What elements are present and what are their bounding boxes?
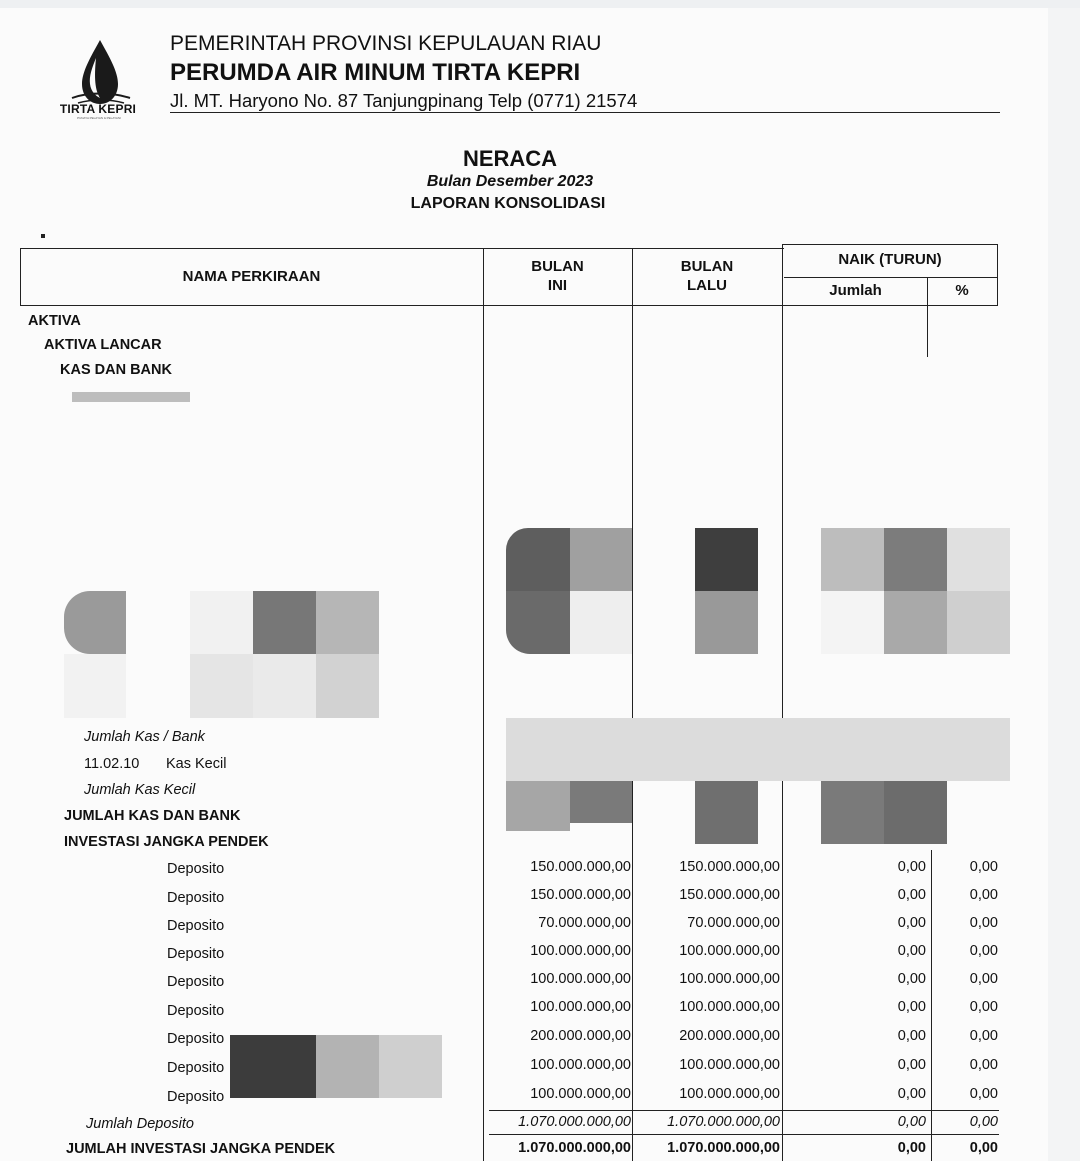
- company-name: PERUMDA AIR MINUM TIRTA KEPRI: [170, 59, 581, 86]
- label-jumlah-deposito: Jumlah Deposito: [86, 1116, 194, 1132]
- redacted-block: [253, 591, 316, 654]
- redacted-block: [316, 591, 379, 654]
- company-address: Jl. MT. Haryono No. 87 Tanjungpinang Telp (0771) 21574: [170, 90, 638, 111]
- deposito-persen: 0,00: [969, 999, 998, 1015]
- government-name: PEMERINTAH PROVINSI KEPULAUAN RIAU: [170, 32, 602, 55]
- deposito-name: Deposito: [167, 890, 225, 906]
- redacted-block: [506, 781, 570, 831]
- report-period: Bulan Desember 2023: [426, 173, 594, 190]
- redacted-block: [64, 654, 126, 718]
- redacted-block: [316, 1035, 379, 1098]
- deposito-bulan-ini: 150.000.000,00: [530, 859, 631, 875]
- deposito-name: Deposito: [167, 974, 225, 990]
- redacted-block: [695, 591, 758, 654]
- deposito-bulan-ini: 200.000.000,00: [530, 1028, 631, 1044]
- redacted-block: [64, 591, 126, 654]
- deposito-jumlah: 0,00: [897, 1057, 926, 1073]
- deposito-persen: 0,00: [969, 1057, 998, 1073]
- report-subtitle: LAPORAN KONSOLIDASI: [410, 195, 606, 212]
- deposito-bulan-ini: 100.000.000,00: [530, 1057, 631, 1073]
- scan-speck: [41, 234, 45, 238]
- redacted-block: [230, 1035, 316, 1098]
- deposito-bulan-lalu: 150.000.000,00: [679, 859, 780, 875]
- section-investasi: INVESTASI JANGKA PENDEK: [64, 834, 269, 850]
- redacted-block: [821, 781, 884, 844]
- redacted-block: [72, 392, 190, 402]
- deposito-jumlah: 0,00: [897, 859, 926, 875]
- header-bulan-ini: BULAN: [531, 258, 584, 275]
- logo-text: TIRTA KEPRI: [59, 102, 137, 116]
- deposito-bulan-ini: 100.000.000,00: [530, 971, 631, 987]
- deposito-persen: 0,00: [969, 971, 998, 987]
- header-bulan-lalu: BULAN: [680, 258, 734, 275]
- header-bulan-ini-sub: INI: [547, 277, 568, 294]
- header-rule: [170, 112, 1000, 113]
- deposito-name: Deposito: [167, 946, 225, 962]
- deposito-bulan-ini: 100.000.000,00: [530, 999, 631, 1015]
- deposito-jumlah: 0,00: [897, 999, 926, 1015]
- label-jumlah-kas-kecil: Jumlah Kas Kecil: [84, 782, 196, 798]
- total-deposito-bulan-ini: 1.070.000.000,00: [518, 1114, 631, 1130]
- total-deposito-bulan-lalu: 1.070.000.000,00: [667, 1114, 780, 1130]
- redacted-block: [253, 654, 316, 718]
- kas-kecil-name: Kas Kecil: [166, 756, 227, 772]
- redacted-block: [695, 781, 758, 844]
- redacted-block: [190, 591, 253, 654]
- redacted-block: [379, 1035, 442, 1098]
- header-jumlah: Jumlah: [829, 282, 882, 299]
- report-title: NERACA: [462, 146, 558, 171]
- total-investasi-persen: 0,00: [969, 1140, 998, 1156]
- deposito-jumlah: 0,00: [897, 1028, 926, 1044]
- logo-subtext: PUNAYA PELAYAN & PELAYANI: [77, 116, 121, 120]
- total-rule: [489, 1134, 999, 1135]
- deposito-bulan-lalu: 70.000.000,00: [687, 915, 780, 931]
- total-deposito-jumlah: 0,00: [897, 1114, 926, 1130]
- total-deposito-persen: 0,00: [969, 1114, 998, 1130]
- deposito-name: Deposito: [167, 1031, 225, 1047]
- deposito-bulan-lalu: 100.000.000,00: [679, 1057, 780, 1073]
- deposito-name: Deposito: [167, 861, 225, 877]
- deposito-bulan-lalu: 150.000.000,00: [679, 887, 780, 903]
- redacted-block: [506, 591, 570, 654]
- deposito-jumlah: 0,00: [897, 943, 926, 959]
- total-investasi-bulan-lalu: 1.070.000.000,00: [667, 1140, 780, 1156]
- redacted-block: [190, 654, 253, 718]
- deposito-persen: 0,00: [969, 887, 998, 903]
- label-jumlah-kas-dan-bank: JUMLAH KAS DAN BANK: [64, 808, 241, 824]
- deposito-persen: 0,00: [969, 915, 998, 931]
- deposito-name: Deposito: [167, 918, 225, 934]
- total-investasi-bulan-ini: 1.070.000.000,00: [518, 1140, 631, 1156]
- redacted-block: [884, 591, 947, 654]
- deposito-jumlah: 0,00: [897, 915, 926, 931]
- deposito-bulan-ini: 100.000.000,00: [530, 1086, 631, 1102]
- deposito-persen: 0,00: [969, 1028, 998, 1044]
- deposito-bulan-lalu: 100.000.000,00: [679, 999, 780, 1015]
- header-naik-turun: NAIK (TURUN): [838, 251, 942, 268]
- redacted-block: [947, 591, 1010, 654]
- redacted-block: [506, 718, 1010, 781]
- deposito-bulan-lalu: 100.000.000,00: [679, 1086, 780, 1102]
- redacted-block: [570, 528, 632, 591]
- redacted-block: [884, 528, 947, 591]
- redacted-block: [506, 528, 570, 591]
- deposito-bulan-ini: 150.000.000,00: [530, 887, 631, 903]
- section-aktiva: AKTIVA: [28, 313, 81, 329]
- redacted-block: [884, 781, 947, 844]
- deposito-bulan-lalu: 100.000.000,00: [679, 943, 780, 959]
- total-investasi-jumlah: 0,00: [897, 1140, 926, 1156]
- total-rule: [489, 1110, 999, 1111]
- deposito-persen: 0,00: [969, 859, 998, 875]
- deposito-jumlah: 0,00: [897, 887, 926, 903]
- redacted-block: [821, 591, 884, 654]
- header-nama-perkiraan: NAMA PERKIRAAN: [182, 268, 321, 285]
- deposito-bulan-lalu: 200.000.000,00: [679, 1028, 780, 1044]
- deposito-bulan-ini: 70.000.000,00: [538, 915, 631, 931]
- deposito-bulan-lalu: 100.000.000,00: [679, 971, 780, 987]
- page-margin: [1048, 8, 1080, 1161]
- header-persen: %: [955, 282, 969, 299]
- redacted-block: [695, 528, 758, 591]
- label-jumlah-kas-bank: Jumlah Kas / Bank: [84, 729, 205, 745]
- deposito-jumlah: 0,00: [897, 1086, 926, 1102]
- redacted-block: [570, 591, 632, 654]
- deposito-name: Deposito: [167, 1060, 225, 1076]
- section-aktiva-lancar: AKTIVA LANCAR: [44, 337, 162, 353]
- deposito-persen: 0,00: [969, 943, 998, 959]
- redacted-block: [316, 654, 379, 718]
- redacted-block: [821, 528, 884, 591]
- section-kas-dan-bank: KAS DAN BANK: [60, 362, 172, 378]
- deposito-name: Deposito: [167, 1089, 225, 1105]
- deposito-bulan-ini: 100.000.000,00: [530, 943, 631, 959]
- kas-kecil-code: 11.02.10: [84, 756, 140, 772]
- redacted-block: [947, 528, 1010, 591]
- header-bulan-lalu-sub: LALU: [687, 277, 727, 294]
- deposito-persen: 0,00: [969, 1086, 998, 1102]
- deposito-name: Deposito: [167, 1003, 225, 1019]
- deposito-jumlah: 0,00: [897, 971, 926, 987]
- redacted-block: [570, 781, 632, 823]
- label-jumlah-investasi: JUMLAH INVESTASI JANGKA PENDEK: [66, 1141, 336, 1157]
